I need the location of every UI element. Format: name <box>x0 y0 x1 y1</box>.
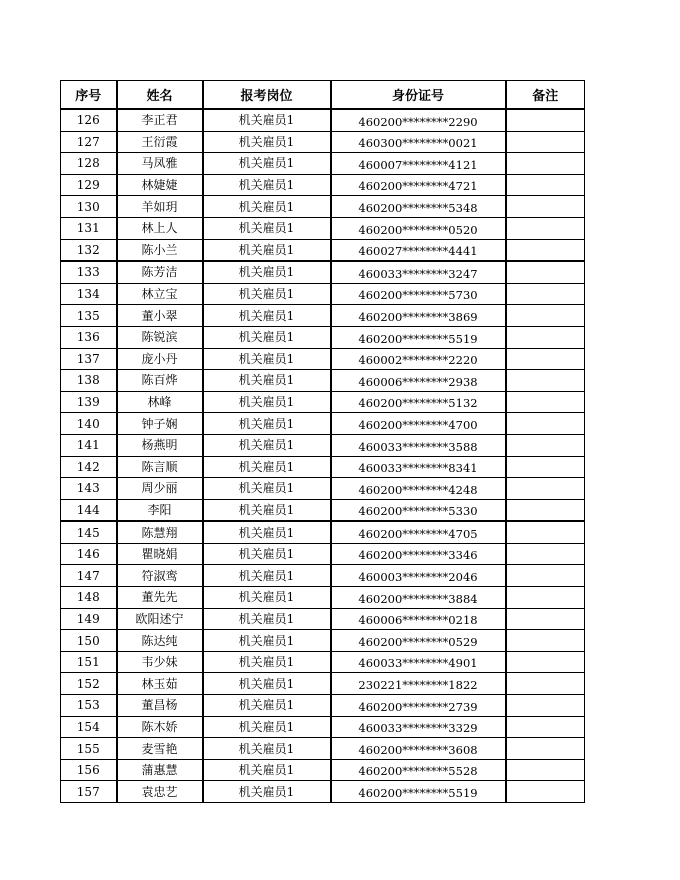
cell-name: 李阳 <box>117 499 203 521</box>
cell-no: 143 <box>61 478 117 500</box>
cell-post: 机关雇员1 <box>203 283 331 305</box>
cell-name: 董先先 <box>117 587 203 609</box>
cell-note <box>506 651 585 673</box>
table-row <box>61 695 585 717</box>
cell-id: 460200********4248 <box>331 478 506 500</box>
cell-name: 瞿晓娟 <box>117 543 203 565</box>
cell-name: 王衍霞 <box>117 131 203 153</box>
header-no: 序号 <box>61 81 117 110</box>
cell-post: 机关雇员1 <box>203 434 331 456</box>
cell-no: 144 <box>61 499 117 521</box>
cell-no: 137 <box>61 348 117 370</box>
cell-post: 机关雇员1 <box>203 174 331 196</box>
table-row <box>61 738 585 760</box>
cell-id: 460033********3329 <box>331 716 506 738</box>
cell-note <box>506 305 585 327</box>
cell-name: 羊如玥 <box>117 196 203 218</box>
cell-name: 陈慧翔 <box>117 521 203 543</box>
cell-note <box>506 543 585 565</box>
cell-note <box>506 413 585 435</box>
cell-no: 140 <box>61 413 117 435</box>
cell-post: 机关雇员1 <box>203 673 331 695</box>
cell-id: 460200********5519 <box>331 326 506 348</box>
cell-name: 袁忠艺 <box>117 781 203 803</box>
cell-no: 133 <box>61 261 117 283</box>
cell-post: 机关雇员1 <box>203 695 331 717</box>
cell-name: 陈达纯 <box>117 630 203 652</box>
header-post: 报考岗位 <box>203 81 331 110</box>
cell-post: 机关雇员1 <box>203 131 331 153</box>
cell-name: 陈百烨 <box>117 370 203 392</box>
cell-id: 460200********5730 <box>331 283 506 305</box>
table-row <box>61 565 585 587</box>
table-row <box>61 759 585 781</box>
cell-id: 460200********5132 <box>331 391 506 413</box>
cell-note <box>506 456 585 478</box>
cell-note <box>506 716 585 738</box>
cell-id: 460200********4705 <box>331 521 506 543</box>
cell-post: 机关雇员1 <box>203 370 331 392</box>
cell-post: 机关雇员1 <box>203 521 331 543</box>
cell-post: 机关雇员1 <box>203 413 331 435</box>
cell-post: 机关雇员1 <box>203 261 331 283</box>
table-row <box>61 456 585 478</box>
cell-name: 庞小丹 <box>117 348 203 370</box>
cell-note <box>506 109 585 131</box>
cell-id: 460200********4700 <box>331 413 506 435</box>
cell-id: 460300********0021 <box>331 131 506 153</box>
cell-name: 周少丽 <box>117 478 203 500</box>
cell-no: 153 <box>61 695 117 717</box>
table-row <box>61 521 585 543</box>
cell-no: 154 <box>61 716 117 738</box>
cell-no: 131 <box>61 217 117 239</box>
cell-note <box>506 153 585 175</box>
cell-note <box>506 370 585 392</box>
cell-note <box>506 608 585 630</box>
cell-post: 机关雇员1 <box>203 305 331 327</box>
cell-no: 138 <box>61 370 117 392</box>
table-row <box>61 716 585 738</box>
table-row <box>61 499 585 521</box>
table-row <box>61 391 585 413</box>
cell-no: 150 <box>61 630 117 652</box>
table-row <box>61 326 585 348</box>
cell-note <box>506 587 585 609</box>
cell-no: 126 <box>61 109 117 131</box>
cell-note <box>506 630 585 652</box>
cell-name: 陈锐滨 <box>117 326 203 348</box>
table-row <box>61 587 585 609</box>
roster-table <box>60 80 585 803</box>
cell-id: 460033********3588 <box>331 434 506 456</box>
cell-name: 董昌杨 <box>117 695 203 717</box>
cell-note <box>506 565 585 587</box>
cell-post: 机关雇员1 <box>203 781 331 803</box>
cell-post: 机关雇员1 <box>203 499 331 521</box>
cell-no: 130 <box>61 196 117 218</box>
cell-post: 机关雇员1 <box>203 348 331 370</box>
cell-name: 韦少妹 <box>117 651 203 673</box>
cell-no: 132 <box>61 239 117 261</box>
cell-name: 林婕婕 <box>117 174 203 196</box>
cell-name: 陈小兰 <box>117 239 203 261</box>
cell-post: 机关雇员1 <box>203 153 331 175</box>
header-name: 姓名 <box>117 81 203 110</box>
cell-name: 陈言顺 <box>117 456 203 478</box>
cell-id: 460200********4721 <box>331 174 506 196</box>
cell-note <box>506 326 585 348</box>
cell-id: 460200********0529 <box>331 630 506 652</box>
cell-post: 机关雇员1 <box>203 239 331 261</box>
header-id: 身份证号 <box>331 81 506 110</box>
cell-id: 230221********1822 <box>331 673 506 695</box>
cell-note <box>506 781 585 803</box>
cell-id: 460200********5348 <box>331 196 506 218</box>
cell-name: 林上人 <box>117 217 203 239</box>
cell-post: 机关雇员1 <box>203 109 331 131</box>
cell-post: 机关雇员1 <box>203 759 331 781</box>
table-row <box>61 781 585 803</box>
cell-id: 460200********3608 <box>331 738 506 760</box>
cell-post: 机关雇员1 <box>203 716 331 738</box>
cell-name: 李正君 <box>117 109 203 131</box>
cell-note <box>506 391 585 413</box>
cell-post: 机关雇员1 <box>203 456 331 478</box>
table-row <box>61 153 585 175</box>
cell-id: 460200********2739 <box>331 695 506 717</box>
cell-no: 146 <box>61 543 117 565</box>
table-row <box>61 370 585 392</box>
cell-note <box>506 239 585 261</box>
cell-no: 134 <box>61 283 117 305</box>
cell-no: 129 <box>61 174 117 196</box>
cell-note <box>506 499 585 521</box>
cell-post: 机关雇员1 <box>203 391 331 413</box>
table-row <box>61 261 585 283</box>
cell-id: 460200********5519 <box>331 781 506 803</box>
cell-name: 马凤雅 <box>117 153 203 175</box>
table-row <box>61 109 585 131</box>
cell-name: 钟子娴 <box>117 413 203 435</box>
cell-no: 136 <box>61 326 117 348</box>
cell-no: 148 <box>61 587 117 609</box>
cell-id: 460200********2290 <box>331 109 506 131</box>
table-row <box>61 413 585 435</box>
cell-name: 欧阳述宁 <box>117 608 203 630</box>
table-row <box>61 543 585 565</box>
cell-name: 蒲惠慧 <box>117 759 203 781</box>
table-row <box>61 174 585 196</box>
cell-id: 460033********3247 <box>331 261 506 283</box>
table-body <box>61 109 585 803</box>
cell-note <box>506 521 585 543</box>
cell-id: 460033********8341 <box>331 456 506 478</box>
cell-id: 460003********2046 <box>331 565 506 587</box>
cell-note <box>506 695 585 717</box>
cell-note <box>506 759 585 781</box>
cell-no: 139 <box>61 391 117 413</box>
cell-post: 机关雇员1 <box>203 608 331 630</box>
cell-id: 460002********2220 <box>331 348 506 370</box>
cell-post: 机关雇员1 <box>203 478 331 500</box>
header-row <box>61 81 585 110</box>
cell-id: 460006********0218 <box>331 608 506 630</box>
table-row <box>61 348 585 370</box>
cell-name: 陈芳洁 <box>117 261 203 283</box>
cell-no: 127 <box>61 131 117 153</box>
cell-id: 460007********4121 <box>331 153 506 175</box>
cell-id: 460200********3346 <box>331 543 506 565</box>
cell-id: 460006********2938 <box>331 370 506 392</box>
cell-post: 机关雇员1 <box>203 543 331 565</box>
cell-no: 128 <box>61 153 117 175</box>
cell-note <box>506 348 585 370</box>
cell-no: 142 <box>61 456 117 478</box>
table-row <box>61 478 585 500</box>
cell-id: 460200********5528 <box>331 759 506 781</box>
cell-id: 460027********4441 <box>331 239 506 261</box>
cell-name: 陈木娇 <box>117 716 203 738</box>
cell-no: 155 <box>61 738 117 760</box>
cell-no: 152 <box>61 673 117 695</box>
cell-name: 林玉茹 <box>117 673 203 695</box>
cell-no: 149 <box>61 608 117 630</box>
table-row <box>61 608 585 630</box>
cell-id: 460200********0520 <box>331 217 506 239</box>
table-row <box>61 673 585 695</box>
cell-id: 460033********4901 <box>331 651 506 673</box>
table-row <box>61 131 585 153</box>
cell-no: 157 <box>61 781 117 803</box>
cell-name: 符淑鸾 <box>117 565 203 587</box>
cell-no: 141 <box>61 434 117 456</box>
cell-no: 151 <box>61 651 117 673</box>
cell-no: 147 <box>61 565 117 587</box>
cell-name: 麦雪艳 <box>117 738 203 760</box>
cell-post: 机关雇员1 <box>203 217 331 239</box>
cell-post: 机关雇员1 <box>203 196 331 218</box>
cell-name: 杨燕明 <box>117 434 203 456</box>
cell-note <box>506 283 585 305</box>
cell-name: 林峰 <box>117 391 203 413</box>
cell-note <box>506 673 585 695</box>
cell-note <box>506 261 585 283</box>
cell-post: 机关雇员1 <box>203 326 331 348</box>
cell-note <box>506 434 585 456</box>
cell-no: 156 <box>61 759 117 781</box>
cell-post: 机关雇员1 <box>203 738 331 760</box>
table-row <box>61 630 585 652</box>
cell-post: 机关雇员1 <box>203 651 331 673</box>
cell-id: 460200********3884 <box>331 587 506 609</box>
table-row <box>61 651 585 673</box>
cell-note <box>506 131 585 153</box>
table-row <box>61 217 585 239</box>
cell-id: 460200********3869 <box>331 305 506 327</box>
cell-post: 机关雇员1 <box>203 565 331 587</box>
table-row <box>61 196 585 218</box>
cell-post: 机关雇员1 <box>203 630 331 652</box>
header-note: 备注 <box>506 81 585 110</box>
cell-no: 145 <box>61 521 117 543</box>
cell-no: 135 <box>61 305 117 327</box>
cell-post: 机关雇员1 <box>203 587 331 609</box>
cell-note <box>506 174 585 196</box>
cell-note <box>506 478 585 500</box>
table-row <box>61 305 585 327</box>
table-row <box>61 283 585 305</box>
table-row <box>61 434 585 456</box>
cell-id: 460200********5330 <box>331 499 506 521</box>
cell-note <box>506 196 585 218</box>
table-row <box>61 239 585 261</box>
cell-name: 林立宝 <box>117 283 203 305</box>
cell-note <box>506 217 585 239</box>
cell-name: 董小翠 <box>117 305 203 327</box>
cell-note <box>506 738 585 760</box>
